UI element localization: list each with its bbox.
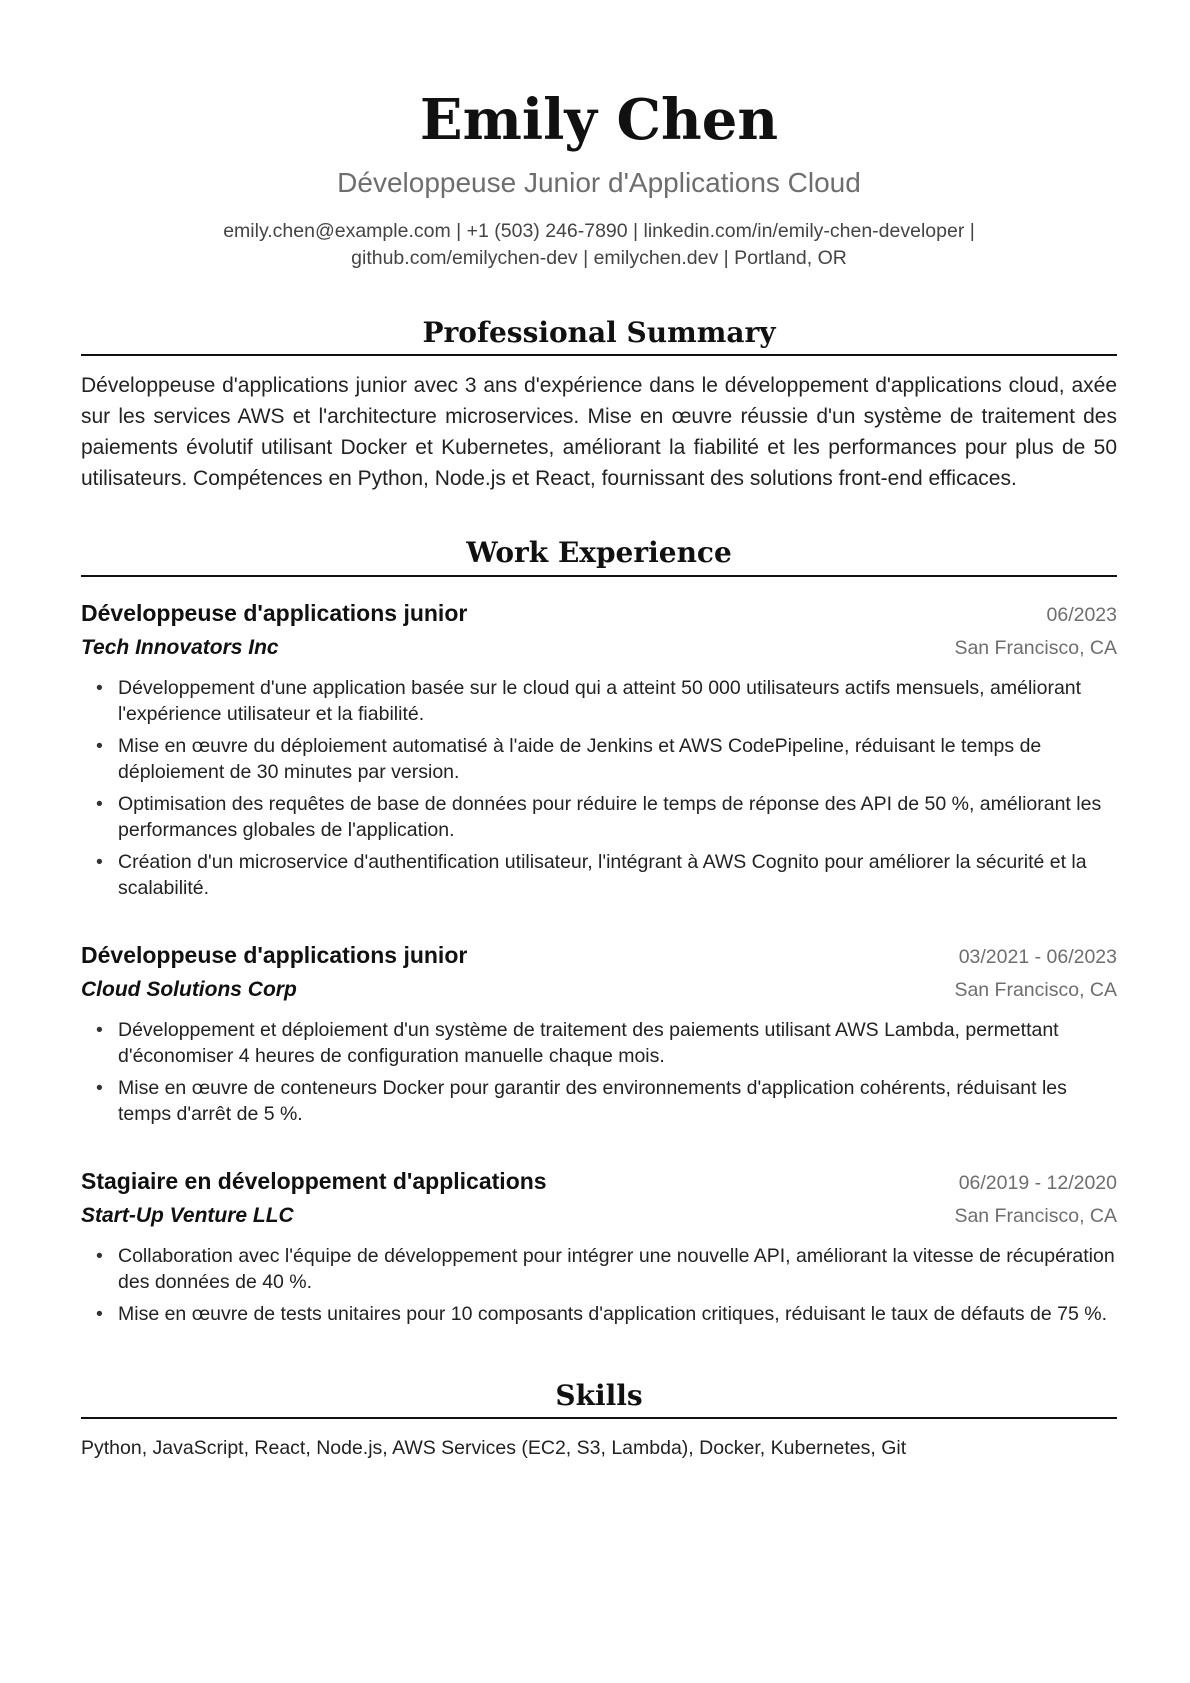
job-role: Développeuse d'applications junior: [81, 599, 468, 626]
summary-text: Développeuse d'applications junior avec 3 ans d'expérience dans le développement d'applications cloud, axée sur les services AWS et l'architecture microservices. Mise en œuvre réussie d'un système de traitement des paiements évolutif utilisant Docker et Kubernetes, améliorant la fiabilité et les performances pour plus de 50 utilisateurs. Compétences en Python, Node.js et React, fournissant des solutions front-end efficaces.: [81, 374, 1117, 491]
job-entry: [81, 1165, 1117, 1327]
job-entry: [81, 939, 1117, 1127]
job-bullet: • Création d'un microservice d'authentification utilisateur, l'intégrant à AWS Cognito pour améliorer la sécurité et la scalabilité.: [81, 849, 1117, 901]
job-bullets: [81, 1017, 1117, 1127]
job-bullet: • Développement et déploiement d'un système de traitement des paiements utilisant AWS Lambda, permettant d'économiser 4 heures de configuration manuelle chaque mois.: [81, 1017, 1117, 1069]
job-bullets: [81, 675, 1117, 901]
contact-info: [81, 218, 1117, 272]
job-bullet: • Mise en œuvre du déploiement automatisé à l'aide de Jenkins et AWS CodePipeline, réduisant le temps de déploiement de 30 minutes par version.: [81, 733, 1117, 785]
job-bullet: • Mise en œuvre de tests unitaires pour 10 composants d'application critiques, réduisant le taux de défauts de 75 %.: [81, 1301, 1117, 1327]
job-location: San Francisco, CA: [954, 1204, 1117, 1227]
job-location: San Francisco, CA: [954, 978, 1117, 1001]
job-company: Start-Up Venture LLC: [81, 1203, 294, 1227]
resume-page: [81, 0, 1117, 1462]
job-dates: 06/2023: [1046, 603, 1117, 626]
job-bullet: • Développement d'une application basée sur le cloud qui a atteint 50 000 utilisateurs actifs mensuels, améliorant l'expérience utilisateur et la fiabilité.: [81, 675, 1117, 727]
job-location: San Francisco, CA: [954, 636, 1117, 659]
candidate-name: Emily Chen: [419, 87, 779, 153]
job-role: Développeuse d'applications junior: [81, 941, 468, 968]
skills-heading: Skills: [81, 1379, 1117, 1420]
job-dates: 03/2021 - 06/2023: [958, 945, 1117, 968]
job-bullet: • Optimisation des requêtes de base de données pour réduire le temps de réponse des API de 50 %, améliorant les performances globales de l'application.: [81, 791, 1117, 843]
candidate-title: Développeuse Junior d'Applications Cloud: [337, 167, 861, 198]
skills-list: Python, JavaScript, React, Node.js, AWS Services (EC2, S3, Lambda), Docker, Kubernetes, Git: [81, 1437, 907, 1460]
work-experience-heading: Work Experience: [81, 536, 1117, 577]
job-bullet: • Collaboration avec l'équipe de développement pour intégrer une nouvelle API, améliorant la vitesse de récupération des données de 40 %.: [81, 1243, 1117, 1295]
job-company: Cloud Solutions Corp: [81, 977, 297, 1001]
summary-heading: Professional Summary: [81, 316, 1117, 357]
job-dates: 06/2019 - 12/2020: [958, 1171, 1117, 1194]
job-bullets: [81, 1243, 1117, 1327]
contact-line: emily.chen@example.com | +1 (503) 246-7890 | linkedin.com/in/emily-chen-developer |: [223, 219, 975, 242]
job-entry: [81, 597, 1117, 901]
job-company: Tech Innovators Inc: [81, 635, 279, 659]
job-role: Stagiaire en développement d'applications: [81, 1167, 547, 1194]
contact-line: github.com/emilychen-dev | emilychen.dev | Portland, OR: [351, 246, 847, 269]
job-bullet: • Mise en œuvre de conteneurs Docker pour garantir des environnements d'application cohérents, réduisant les temps d'arrêt de 5 %.: [81, 1075, 1117, 1127]
